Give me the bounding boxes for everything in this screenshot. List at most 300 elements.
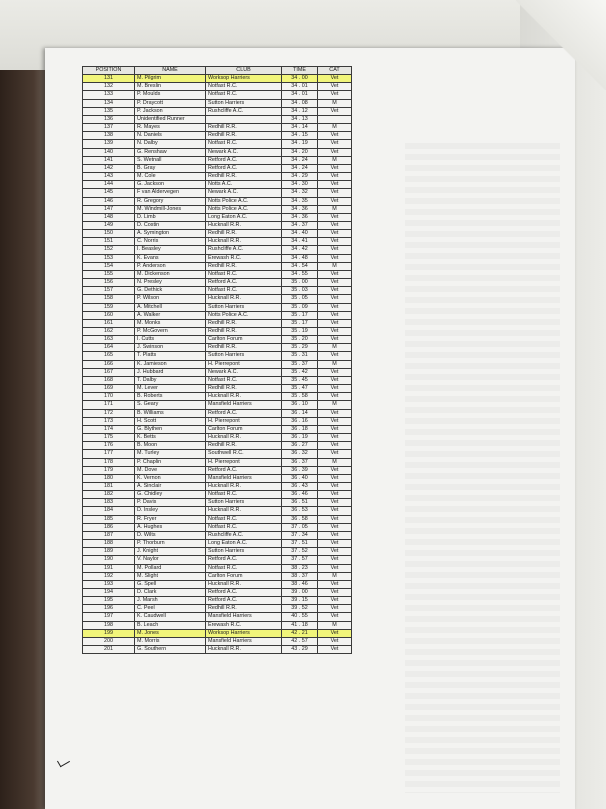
position-cell: 169	[83, 385, 135, 393]
cat-cell: Vet	[318, 531, 352, 539]
table-row	[83, 99, 352, 107]
position-cell: 142	[83, 164, 135, 172]
name-cell: Unidentified Runner	[135, 115, 206, 123]
club-cell: Hucknall R.R.	[206, 221, 282, 229]
position-cell: 156	[83, 279, 135, 287]
cat-cell: Vet	[318, 246, 352, 254]
cat-cell: Vet	[318, 637, 352, 645]
club-cell: H. Pierrepont	[206, 458, 282, 466]
table-row	[83, 230, 352, 238]
club-cell: Hucknall R.R.	[206, 434, 282, 442]
position-cell: 178	[83, 458, 135, 466]
name-cell: G. Spell	[135, 580, 206, 588]
cat-cell: M	[318, 124, 352, 132]
cat-cell: Vet	[318, 409, 352, 417]
club-cell: Notfast R.C.	[206, 515, 282, 523]
club-cell: Mansfield Harriers	[206, 474, 282, 482]
cat-cell: Vet	[318, 499, 352, 507]
table-row	[83, 515, 352, 523]
results-table	[82, 66, 352, 654]
cat-cell: Vet	[318, 474, 352, 482]
position-cell: 131	[83, 75, 135, 83]
time-cell: 34 . 01	[282, 91, 318, 99]
paper-corner	[516, 0, 606, 90]
table-row	[83, 613, 352, 621]
table-row	[83, 189, 352, 197]
name-cell: N. Daniels	[135, 132, 206, 140]
header-time: TIME	[282, 67, 318, 75]
table-row	[83, 646, 352, 654]
club-cell: Sutton Harriers	[206, 303, 282, 311]
position-cell: 157	[83, 287, 135, 295]
cat-cell: M	[318, 262, 352, 270]
cat-cell: Vet	[318, 270, 352, 278]
position-cell: 188	[83, 540, 135, 548]
table-row	[83, 352, 352, 360]
cat-cell: Vet	[318, 303, 352, 311]
table-row	[83, 458, 352, 466]
table-row	[83, 629, 352, 637]
position-cell: 197	[83, 613, 135, 621]
club-cell: Carlton Forum	[206, 572, 282, 580]
club-cell: Mansfield Harriers	[206, 613, 282, 621]
name-cell: S. Wetnall	[135, 156, 206, 164]
time-cell: 35 . 03	[282, 287, 318, 295]
name-cell: R. Gregory	[135, 197, 206, 205]
time-cell: 39 . 52	[282, 605, 318, 613]
position-cell: 149	[83, 221, 135, 229]
club-cell: Notfast R.C.	[206, 140, 282, 148]
cat-cell: Vet	[318, 336, 352, 344]
table-row	[83, 409, 352, 417]
position-cell: 153	[83, 254, 135, 262]
cat-cell: Vet	[318, 75, 352, 83]
club-cell: Notts Police A.C.	[206, 197, 282, 205]
name-cell: J. Marsh	[135, 597, 206, 605]
name-cell: M. Morris	[135, 637, 206, 645]
club-cell: Notfast R.C.	[206, 491, 282, 499]
club-cell: Redhill R.R.	[206, 230, 282, 238]
table-row	[83, 124, 352, 132]
position-cell: 170	[83, 393, 135, 401]
time-cell: 36 . 32	[282, 450, 318, 458]
time-cell: 41 . 18	[282, 621, 318, 629]
table-row	[83, 213, 352, 221]
time-cell: 38 . 46	[282, 580, 318, 588]
club-cell: Notts Police A.C.	[206, 311, 282, 319]
table-row	[83, 376, 352, 384]
club-cell: Long Eaton A.C.	[206, 213, 282, 221]
table-row	[83, 287, 352, 295]
cat-cell: Vet	[318, 213, 352, 221]
time-cell: 36 . 18	[282, 425, 318, 433]
position-cell: 147	[83, 205, 135, 213]
position-cell: 138	[83, 132, 135, 140]
header-cat: CAT	[318, 67, 352, 75]
club-cell: Notts Police A.C.	[206, 205, 282, 213]
club-cell: Erewash R.C.	[206, 254, 282, 262]
club-cell: Retford A.C.	[206, 466, 282, 474]
results-body	[83, 75, 352, 654]
name-cell: B. Moon	[135, 442, 206, 450]
club-cell: Redhill R.R.	[206, 328, 282, 336]
club-cell: Sutton Harriers	[206, 499, 282, 507]
position-cell: 144	[83, 181, 135, 189]
cat-cell: Vet	[318, 605, 352, 613]
time-cell: 34 . 36	[282, 213, 318, 221]
club-cell: Hucknall R.R.	[206, 238, 282, 246]
background-dark	[0, 0, 48, 809]
club-cell: Hucknall R.R.	[206, 295, 282, 303]
name-cell: R. Mayes	[135, 124, 206, 132]
cat-cell: Vet	[318, 376, 352, 384]
cat-cell: M	[318, 458, 352, 466]
position-cell: 135	[83, 107, 135, 115]
name-cell: C. Peel	[135, 605, 206, 613]
name-cell: M. Pollard	[135, 564, 206, 572]
time-cell: 34 . 01	[282, 83, 318, 91]
position-cell: 165	[83, 352, 135, 360]
position-cell: 196	[83, 605, 135, 613]
time-cell: 36 . 53	[282, 507, 318, 515]
position-cell: 137	[83, 124, 135, 132]
position-cell: 173	[83, 417, 135, 425]
name-cell: P. McGovern	[135, 328, 206, 336]
cat-cell: Vet	[318, 368, 352, 376]
cat-cell: Vet	[318, 189, 352, 197]
time-cell: 43 . 29	[282, 646, 318, 654]
cat-cell: M	[318, 621, 352, 629]
time-cell: 37 . 51	[282, 540, 318, 548]
time-cell: 36 . 58	[282, 515, 318, 523]
time-cell: 35 . 47	[282, 385, 318, 393]
club-cell: Mansfield Harriers	[206, 401, 282, 409]
name-cell: D. Clark	[135, 589, 206, 597]
cat-cell: Vet	[318, 393, 352, 401]
time-cell: 34 . 24	[282, 156, 318, 164]
cat-cell: Vet	[318, 548, 352, 556]
name-cell: P. Jackson	[135, 107, 206, 115]
name-cell: B. Leach	[135, 621, 206, 629]
name-cell: K. Jamieson	[135, 360, 206, 368]
time-cell: 34 . 55	[282, 270, 318, 278]
time-cell: 35 . 17	[282, 319, 318, 327]
name-cell: N. Presley	[135, 279, 206, 287]
time-cell: 42 . 21	[282, 629, 318, 637]
table-row	[83, 523, 352, 531]
position-cell: 182	[83, 491, 135, 499]
table-row	[83, 491, 352, 499]
position-cell: 140	[83, 148, 135, 156]
time-cell: 35 . 00	[282, 279, 318, 287]
club-cell: Notfast R.C.	[206, 376, 282, 384]
cat-cell: M	[318, 360, 352, 368]
time-cell: 34 . 13	[282, 115, 318, 123]
cat-cell: Vet	[318, 254, 352, 262]
time-cell: 39 . 00	[282, 589, 318, 597]
table-row	[83, 393, 352, 401]
table-row	[83, 270, 352, 278]
name-cell: G. Dethick	[135, 287, 206, 295]
table-row	[83, 442, 352, 450]
name-cell: M. Windmill-Jones	[135, 205, 206, 213]
position-cell: 187	[83, 531, 135, 539]
name-cell: M. Lever	[135, 385, 206, 393]
cat-cell	[318, 115, 352, 123]
table-row	[83, 580, 352, 588]
cat-cell: Vet	[318, 466, 352, 474]
name-cell: M. Monks	[135, 319, 206, 327]
position-cell: 175	[83, 434, 135, 442]
club-cell: Mansfield Harriers	[206, 637, 282, 645]
time-cell: 36 . 43	[282, 482, 318, 490]
cat-cell: Vet	[318, 434, 352, 442]
time-cell: 37 . 34	[282, 531, 318, 539]
cat-cell: Vet	[318, 556, 352, 564]
name-cell: D. Costin	[135, 221, 206, 229]
table-row	[83, 91, 352, 99]
club-cell: Rushcliffe A.C.	[206, 531, 282, 539]
time-cell: 35 . 45	[282, 376, 318, 384]
name-cell: N. Dalby	[135, 140, 206, 148]
table-row	[83, 140, 352, 148]
time-cell: 35 . 09	[282, 303, 318, 311]
cat-cell: Vet	[318, 491, 352, 499]
cat-cell: Vet	[318, 238, 352, 246]
cat-cell: Vet	[318, 613, 352, 621]
time-cell: 34 . 35	[282, 197, 318, 205]
time-cell: 35 . 37	[282, 360, 318, 368]
cat-cell: Vet	[318, 319, 352, 327]
time-cell: 36 . 37	[282, 458, 318, 466]
table-row	[83, 360, 352, 368]
table-row	[83, 434, 352, 442]
time-cell: 36 . 10	[282, 401, 318, 409]
club-cell: Retford A.C.	[206, 589, 282, 597]
table-row	[83, 295, 352, 303]
table-row	[83, 531, 352, 539]
name-cell: K. Evans	[135, 254, 206, 262]
cat-cell: Vet	[318, 507, 352, 515]
cat-cell: Vet	[318, 540, 352, 548]
cat-cell: M	[318, 205, 352, 213]
name-cell: G. Jackson	[135, 181, 206, 189]
club-cell: Hucknall R.R.	[206, 482, 282, 490]
cat-cell: M	[318, 572, 352, 580]
name-cell: P. Chaplin	[135, 458, 206, 466]
name-cell: G. Renshaw	[135, 148, 206, 156]
table-row	[83, 385, 352, 393]
cat-cell: Vet	[318, 279, 352, 287]
table-row	[83, 115, 352, 123]
position-cell: 133	[83, 91, 135, 99]
club-cell: Retford A.C.	[206, 279, 282, 287]
cat-cell: Vet	[318, 107, 352, 115]
club-cell: Sutton Harriers	[206, 99, 282, 107]
club-cell: Erewash R.C.	[206, 621, 282, 629]
position-cell: 193	[83, 580, 135, 588]
cat-cell: Vet	[318, 328, 352, 336]
name-cell: C. Norris	[135, 238, 206, 246]
position-cell: 174	[83, 425, 135, 433]
table-row	[83, 156, 352, 164]
time-cell: 36 . 51	[282, 499, 318, 507]
position-cell: 191	[83, 564, 135, 572]
time-cell: 36 . 19	[282, 434, 318, 442]
header-row	[83, 67, 352, 75]
name-cell: M. Slight	[135, 572, 206, 580]
cat-cell: Vet	[318, 564, 352, 572]
club-cell: Worksop Harriers	[206, 629, 282, 637]
time-cell: 36 . 14	[282, 409, 318, 417]
position-cell: 168	[83, 376, 135, 384]
position-cell: 141	[83, 156, 135, 164]
club-cell: Redhill R.R.	[206, 124, 282, 132]
table-row	[83, 181, 352, 189]
cat-cell: Vet	[318, 425, 352, 433]
time-cell: 36 . 39	[282, 466, 318, 474]
position-cell: 143	[83, 173, 135, 181]
time-cell: 35 . 20	[282, 336, 318, 344]
name-cell: A. Hughes	[135, 523, 206, 531]
name-cell: G. Southern	[135, 646, 206, 654]
table-row	[83, 368, 352, 376]
time-cell: 34 . 29	[282, 173, 318, 181]
club-cell: Notfast R.C.	[206, 270, 282, 278]
time-cell: 34 . 20	[282, 148, 318, 156]
name-cell: P. Wilson	[135, 295, 206, 303]
table-row	[83, 507, 352, 515]
time-cell: 38 . 37	[282, 572, 318, 580]
time-cell: 34 . 00	[282, 75, 318, 83]
time-cell: 38 . 23	[282, 564, 318, 572]
time-cell: 35 . 19	[282, 328, 318, 336]
cat-cell: Vet	[318, 450, 352, 458]
table-row	[83, 205, 352, 213]
table-row	[83, 279, 352, 287]
time-cell: 34 . 24	[282, 164, 318, 172]
cat-cell: Vet	[318, 91, 352, 99]
table-row	[83, 344, 352, 352]
club-cell: Redhill R.R.	[206, 262, 282, 270]
club-cell: Newark A.C.	[206, 189, 282, 197]
name-cell: M. Breslin	[135, 83, 206, 91]
table-row	[83, 548, 352, 556]
name-cell: J. Swinson	[135, 344, 206, 352]
table-row	[83, 197, 352, 205]
club-cell: Rushcliffe A.C.	[206, 107, 282, 115]
name-cell: A. Sinclair	[135, 482, 206, 490]
position-cell: 201	[83, 646, 135, 654]
table-row	[83, 246, 352, 254]
position-cell: 150	[83, 230, 135, 238]
cat-cell: M	[318, 344, 352, 352]
name-cell: G. Blythen	[135, 425, 206, 433]
time-cell: 34 . 14	[282, 124, 318, 132]
cat-cell: Vet	[318, 629, 352, 637]
name-cell: F van Aldervegen	[135, 189, 206, 197]
position-cell: 163	[83, 336, 135, 344]
time-cell: 35 . 05	[282, 295, 318, 303]
club-cell: Redhill R.R.	[206, 605, 282, 613]
name-cell: P. Thorburn	[135, 540, 206, 548]
header-name: NAME	[135, 67, 206, 75]
time-cell: 35 . 29	[282, 344, 318, 352]
name-cell: T. Dalby	[135, 376, 206, 384]
name-cell: M. Jones	[135, 629, 206, 637]
club-cell: Sutton Harriers	[206, 352, 282, 360]
cat-cell: Vet	[318, 164, 352, 172]
position-cell: 164	[83, 344, 135, 352]
position-cell: 171	[83, 401, 135, 409]
time-cell: 36 . 27	[282, 442, 318, 450]
position-cell: 190	[83, 556, 135, 564]
position-cell: 148	[83, 213, 135, 221]
table-row	[83, 425, 352, 433]
cat-cell: M	[318, 99, 352, 107]
time-cell: 34 . 30	[282, 181, 318, 189]
table-row	[83, 605, 352, 613]
cat-cell: Vet	[318, 287, 352, 295]
name-cell: P. Davis	[135, 499, 206, 507]
time-cell: 34 . 40	[282, 230, 318, 238]
club-cell: Hucknall R.R.	[206, 507, 282, 515]
time-cell: 39 . 15	[282, 597, 318, 605]
position-cell: 166	[83, 360, 135, 368]
cat-cell: Vet	[318, 442, 352, 450]
name-cell: K. Caudwell	[135, 613, 206, 621]
cat-cell: Vet	[318, 140, 352, 148]
club-cell: Retford A.C.	[206, 164, 282, 172]
time-cell: 34 . 37	[282, 221, 318, 229]
name-cell: J. Hubbard	[135, 368, 206, 376]
name-cell: M. Pilgrim	[135, 75, 206, 83]
position-cell: 155	[83, 270, 135, 278]
cat-cell: Vet	[318, 646, 352, 654]
time-cell: 36 . 16	[282, 417, 318, 425]
time-cell: 34 . 15	[282, 132, 318, 140]
name-cell: R. Fryer	[135, 515, 206, 523]
position-cell: 161	[83, 319, 135, 327]
club-cell	[206, 115, 282, 123]
cat-cell: Vet	[318, 197, 352, 205]
club-cell: Notfast R.C.	[206, 564, 282, 572]
club-cell: Notfast R.C.	[206, 91, 282, 99]
club-cell: Redhill R.R.	[206, 344, 282, 352]
name-cell: M. Dickenson	[135, 270, 206, 278]
position-cell: 136	[83, 115, 135, 123]
name-cell: M. Dove	[135, 466, 206, 474]
position-cell: 152	[83, 246, 135, 254]
table-row	[83, 474, 352, 482]
name-cell: D. Insley	[135, 507, 206, 515]
name-cell: A. Walker	[135, 311, 206, 319]
position-cell: 192	[83, 572, 135, 580]
position-cell: 139	[83, 140, 135, 148]
name-cell: I. Cutts	[135, 336, 206, 344]
name-cell: B. Gray	[135, 164, 206, 172]
table-row	[83, 221, 352, 229]
position-cell: 146	[83, 197, 135, 205]
name-cell: B. Roberts	[135, 393, 206, 401]
time-cell: 35 . 31	[282, 352, 318, 360]
cat-cell: M	[318, 156, 352, 164]
cat-cell: Vet	[318, 580, 352, 588]
position-cell: 181	[83, 482, 135, 490]
position-cell: 184	[83, 507, 135, 515]
table-row	[83, 417, 352, 425]
name-cell: P. Anderson	[135, 262, 206, 270]
